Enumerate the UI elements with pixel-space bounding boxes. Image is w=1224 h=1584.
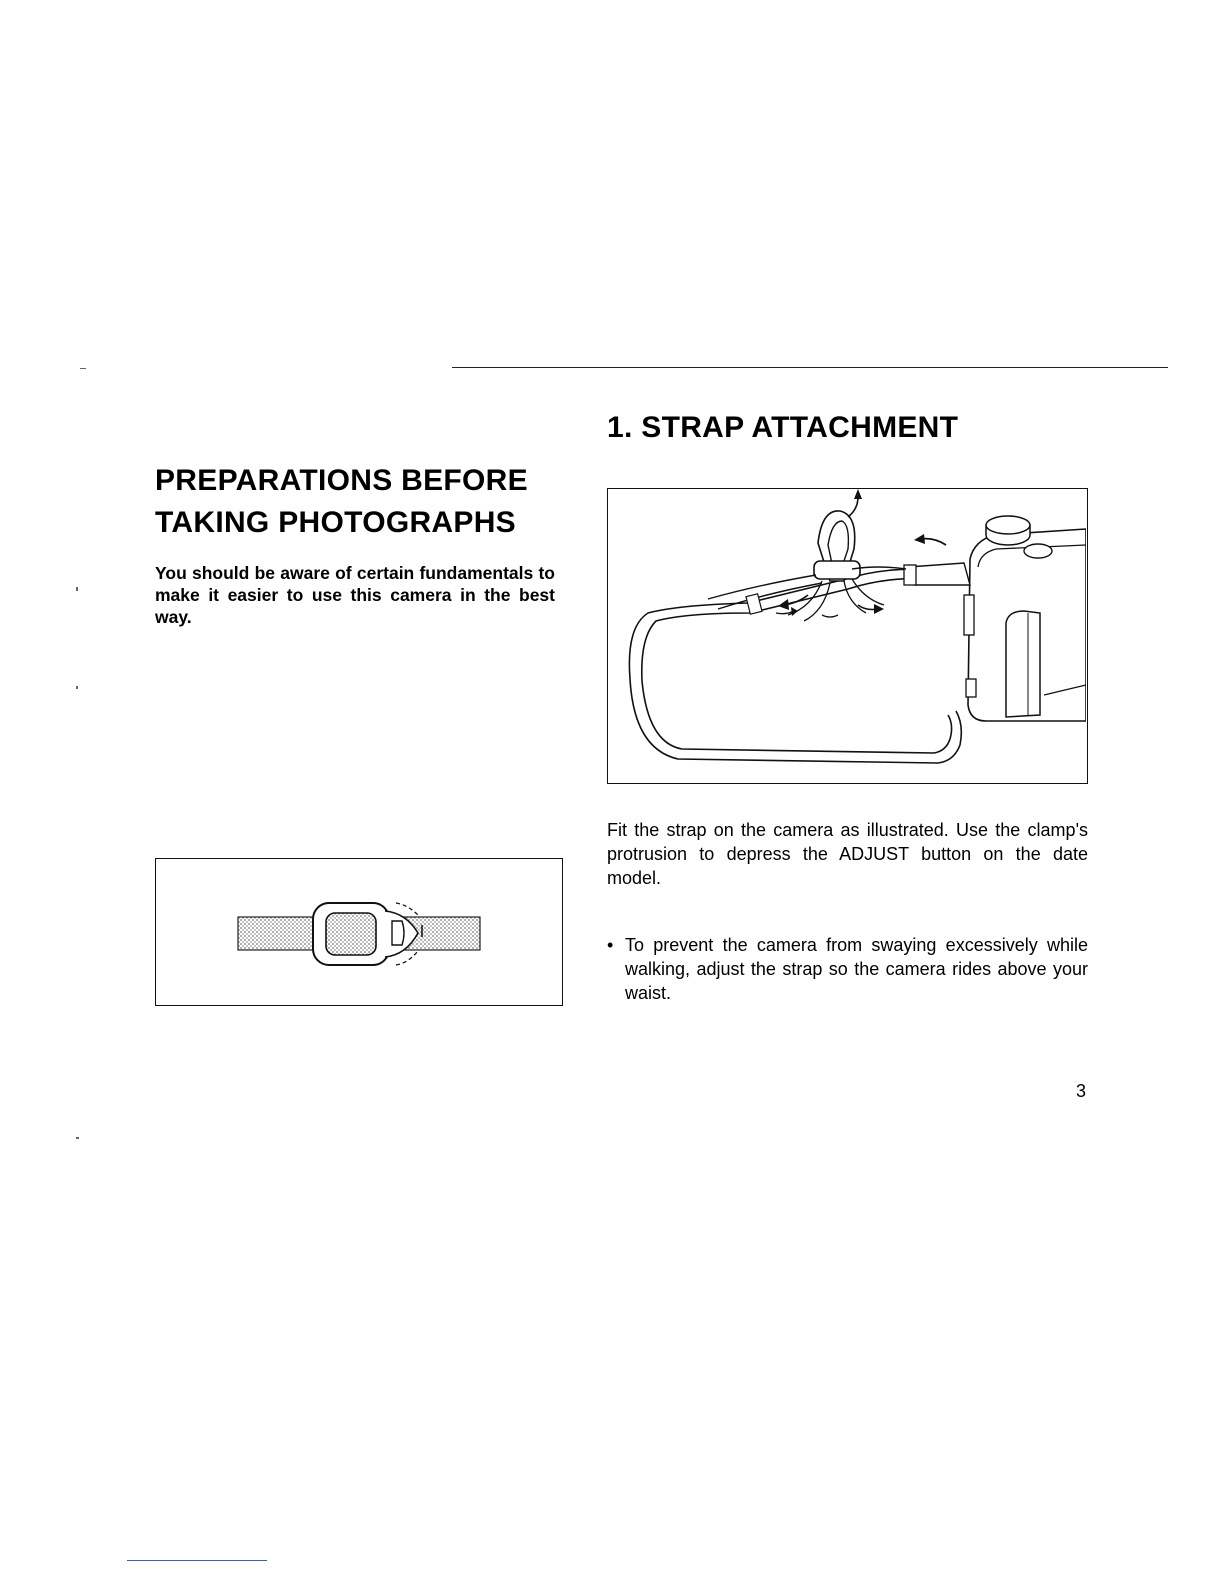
scan-mark bbox=[76, 587, 78, 591]
scan-mark bbox=[76, 1137, 79, 1139]
strap-fit-instructions: Fit the strap on the camera as illustrated. Use the clamp's protrusion to depress the ADJUST button on the date model. bbox=[607, 820, 1088, 888]
bottom-scan-line bbox=[127, 1560, 267, 1561]
scan-mark bbox=[76, 686, 78, 689]
bullet-marker: • bbox=[607, 935, 614, 955]
strap-attachment-title: 1. STRAP ATTACHMENT bbox=[607, 411, 959, 444]
buckle-drawing bbox=[156, 859, 561, 1004]
intro-paragraph: You should be aware of certain fundamentals to make it easier to use this camera in the best way. bbox=[155, 563, 555, 627]
scan-mark bbox=[80, 368, 86, 369]
section-title-line-1: PREPARATIONS BEFORE bbox=[155, 464, 528, 497]
strap-attachment-illustration bbox=[607, 488, 1088, 784]
buckle-illustration bbox=[155, 858, 563, 1006]
strap-tip-list bbox=[607, 933, 1088, 1005]
section-title bbox=[155, 460, 575, 544]
page-number: 3 bbox=[1076, 1081, 1087, 1101]
section-title-line-2: TAKING PHOTOGRAPHS bbox=[155, 506, 516, 539]
strap-camera-drawing bbox=[608, 489, 1086, 782]
list-item bbox=[607, 933, 1088, 1005]
strap-tip-text: To prevent the camera from swaying excessively while walking, adjust the strap so the camera rides above your waist. bbox=[625, 935, 1088, 1003]
top-divider bbox=[452, 367, 1168, 368]
